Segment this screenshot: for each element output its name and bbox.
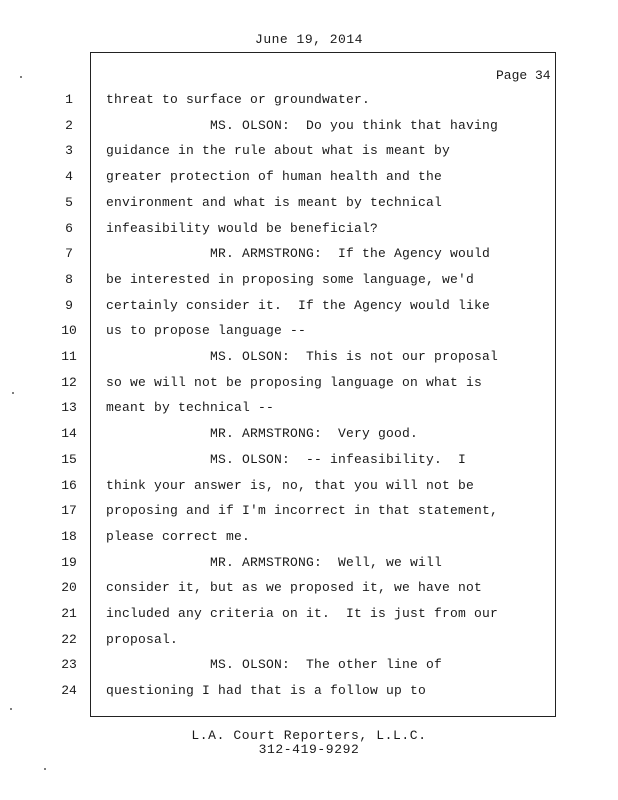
transcript-line: be interested in proposing some language, we'd (106, 272, 475, 287)
line-number: 16 (61, 478, 77, 493)
transcript-line: MR. ARMSTRONG: Well, we will (106, 555, 443, 570)
line-number: 3 (65, 143, 73, 158)
transcript-line: think your answer is, no, that you will not be (106, 478, 475, 493)
reporter-name: L.A. Court Reporters, L.L.C. (191, 728, 427, 743)
line-number: 6 (65, 221, 73, 236)
transcript-line: MS. OLSON: The other line of (106, 657, 443, 672)
transcript-line: questioning I had that is a follow up to (106, 683, 427, 698)
transcript-line: MR. ARMSTRONG: Very good. (106, 426, 419, 441)
transcript-line: greater protection of human health and the (106, 169, 443, 184)
transcript-line: MS. OLSON: Do you think that having (106, 118, 499, 133)
transcript-line: MS. OLSON: -- infeasibility. I (106, 452, 467, 467)
transcript-line: proposing and if I'm incorrect in that statement, (106, 503, 499, 518)
line-number: 8 (65, 272, 73, 287)
transcript-line: proposal. (106, 632, 179, 647)
line-number: 21 (61, 606, 77, 621)
line-number: 18 (61, 529, 77, 544)
transcript-line: consider it, but as we proposed it, we have not (106, 580, 483, 595)
transcript-line: included any criteria on it. It is just from our (106, 606, 499, 621)
line-number: 7 (65, 246, 73, 261)
transcript-line: so we will not be proposing language on what is (106, 375, 483, 390)
transcript-date: June 19, 2014 (255, 32, 363, 47)
transcript-line: guidance in the rule about what is meant by (106, 143, 451, 158)
transcript-line: MS. OLSON: This is not our proposal (106, 349, 499, 364)
line-number: 5 (65, 195, 73, 210)
page-number: Page 34 (496, 68, 551, 83)
transcript-line: environment and what is meant by technical (106, 195, 443, 210)
line-number: 13 (61, 400, 77, 415)
transcript-line: certainly consider it. If the Agency would like (106, 298, 491, 313)
line-number: 14 (61, 426, 77, 441)
line-number: 20 (61, 580, 77, 595)
line-number: 22 (61, 632, 77, 647)
transcript-line: please correct me. (106, 529, 251, 544)
scan-speck (44, 768, 46, 770)
line-number: 11 (61, 349, 77, 364)
transcript-line: meant by technical -- (106, 400, 275, 415)
line-number: 10 (61, 323, 77, 338)
line-number: 1 (65, 92, 73, 107)
scan-speck (20, 76, 22, 78)
transcript-line: threat to surface or groundwater. (106, 92, 371, 107)
scan-speck (10, 708, 12, 710)
line-number: 12 (61, 375, 77, 390)
transcript-line: MR. ARMSTRONG: If the Agency would (106, 246, 491, 261)
transcript-line: infeasibility would be beneficial? (106, 221, 379, 236)
line-number: 24 (61, 683, 77, 698)
line-number: 9 (65, 298, 73, 313)
line-number: 15 (61, 452, 77, 467)
line-number: 19 (61, 555, 77, 570)
reporter-phone: 312-419-9292 (258, 742, 360, 757)
line-number: 23 (61, 657, 77, 672)
scan-speck (12, 392, 14, 394)
line-number: 4 (65, 169, 73, 184)
line-number: 2 (65, 118, 73, 133)
transcript-line: us to propose language -- (106, 323, 307, 338)
line-number: 17 (61, 503, 77, 518)
